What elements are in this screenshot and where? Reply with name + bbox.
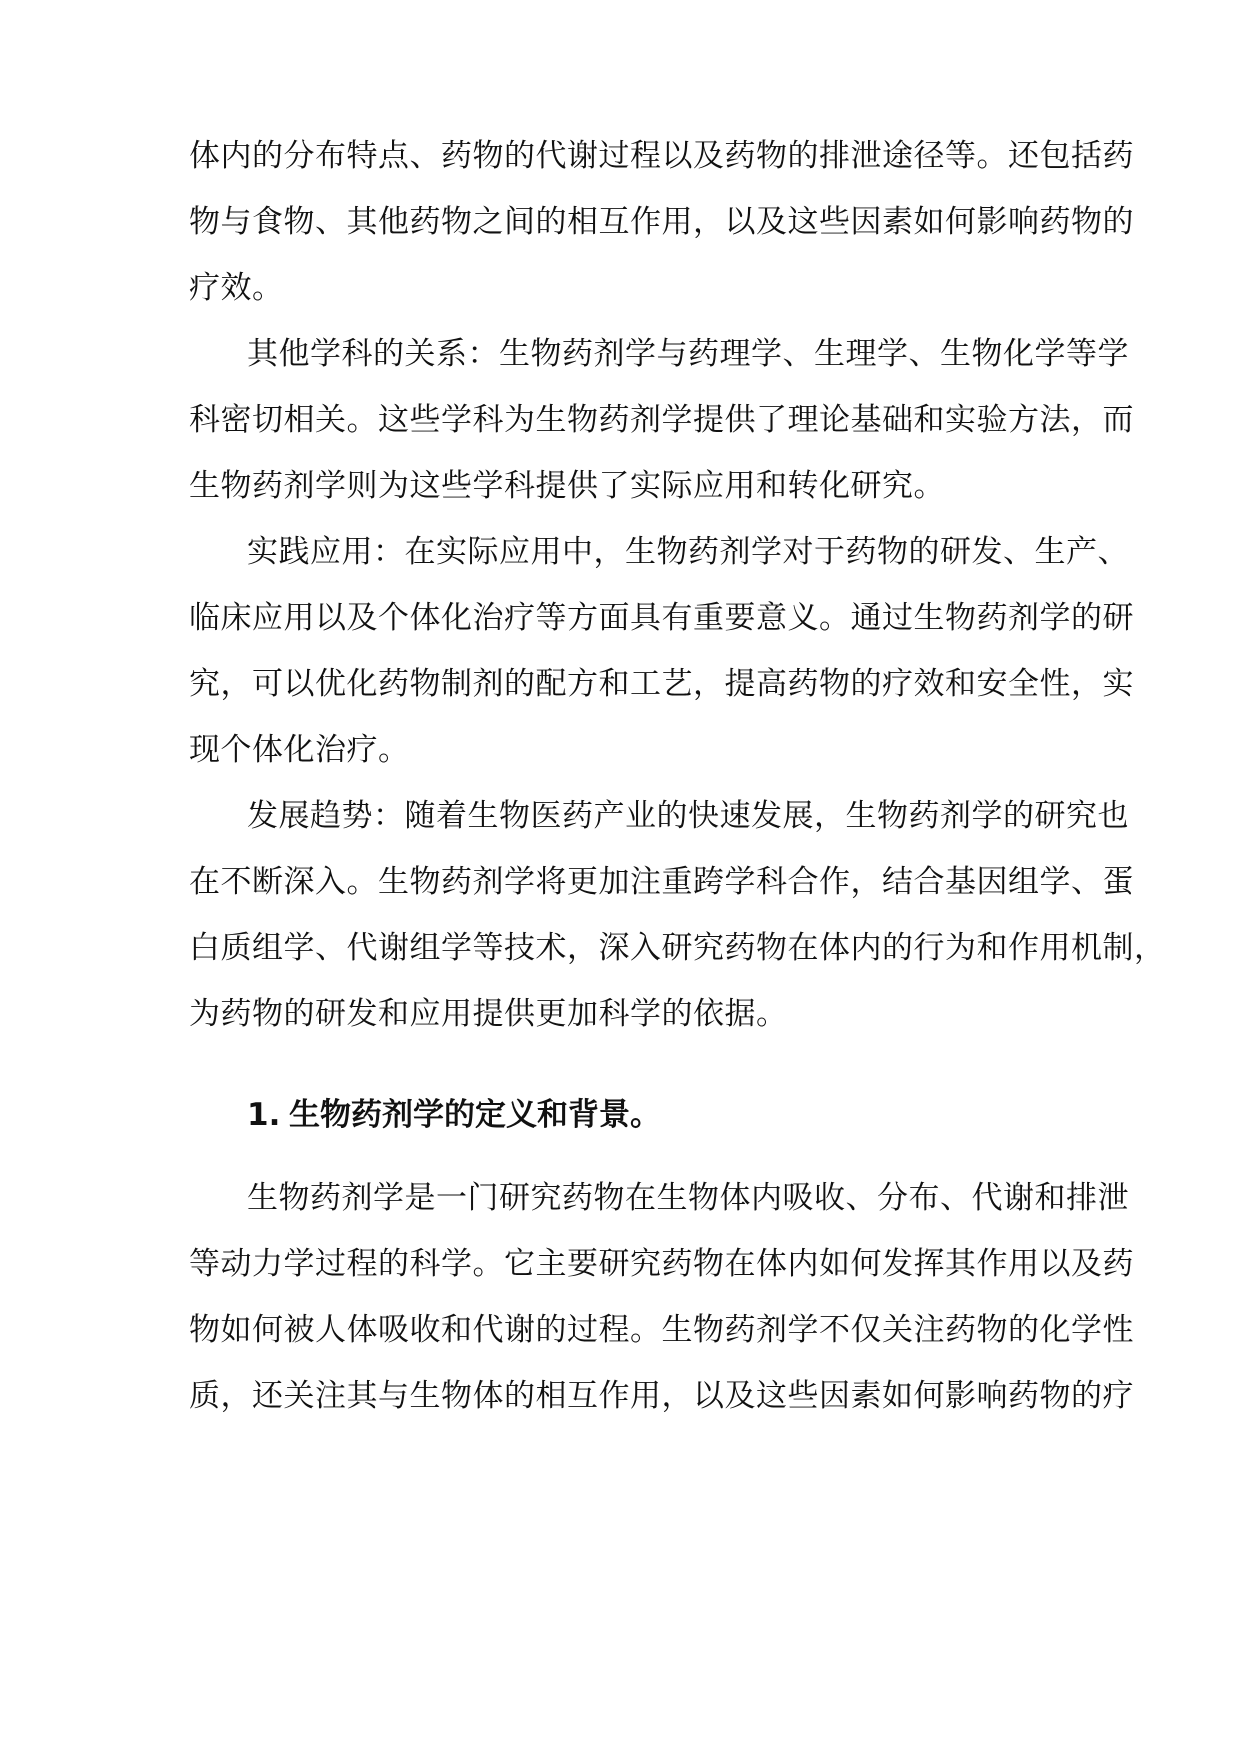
paragraph-3-line-4: 现个体化治疗。 [189,732,410,768]
paragraph-4-line-2: 在不断深入。生物药剂学将更加注重跨学科合作，结合基因组学、蛋 [189,864,1134,900]
paragraph-5-line-4: 质，还关注其与生物体的相互作用，以及这些因素如何影响药物的疗 [189,1378,1134,1414]
paragraph-3-line-2: 临床应用以及个体化治疗等方面具有重要意义。通过生物药剂学的研 [189,600,1134,636]
paragraph-4-line-1: 发展趋势：随着生物医药产业的快速发展，生物药剂学的研究也 [247,798,1129,834]
paragraph-3-line-1: 实践应用：在实际应用中，生物药剂学对于药物的研发、生产、 [247,534,1129,570]
paragraph-5-line-1: 生物药剂学是一门研究药物在生物体内吸收、分布、代谢和排泄 [247,1180,1129,1216]
paragraph-5-line-2: 等动力学过程的科学。它主要研究药物在体内如何发挥其作用以及药 [189,1246,1134,1282]
paragraph-4-line-3: 白质组学、代谢组学等技术，深入研究药物在体内的行为和作用机制， [189,930,1166,966]
paragraph-3-line-3: 究，可以优化药物制剂的配方和工艺，提高药物的疗效和安全性，实 [189,666,1134,702]
paragraph-1-line-1: 体内的分布特点、药物的代谢过程以及药物的排泄途径等。还包括药 [189,138,1134,174]
paragraph-2-line-1: 其他学科的关系：生物药剂学与药理学、生理学、生物化学等学 [247,336,1129,372]
paragraph-2-line-3: 生物药剂学则为这些学科提供了实际应用和转化研究。 [189,468,945,504]
paragraph-1-line-2: 物与食物、其他药物之间的相互作用，以及这些因素如何影响药物的 [189,204,1134,240]
paragraph-5-line-3: 物如何被人体吸收和代谢的过程。生物药剂学不仅关注药物的化学性 [189,1312,1134,1348]
paragraph-2-line-2: 科密切相关。这些学科为生物药剂学提供了理论基础和实验方法，而 [189,402,1134,438]
section-heading [247,1095,661,1135]
paragraph-4-line-4: 为药物的研发和应用提供更加科学的依据。 [189,996,788,1032]
section-title: 生物药剂学的定义和背景。 [289,1097,661,1133]
section-number: 1. [247,1097,281,1133]
paragraph-1-line-3: 疗效。 [189,270,284,306]
